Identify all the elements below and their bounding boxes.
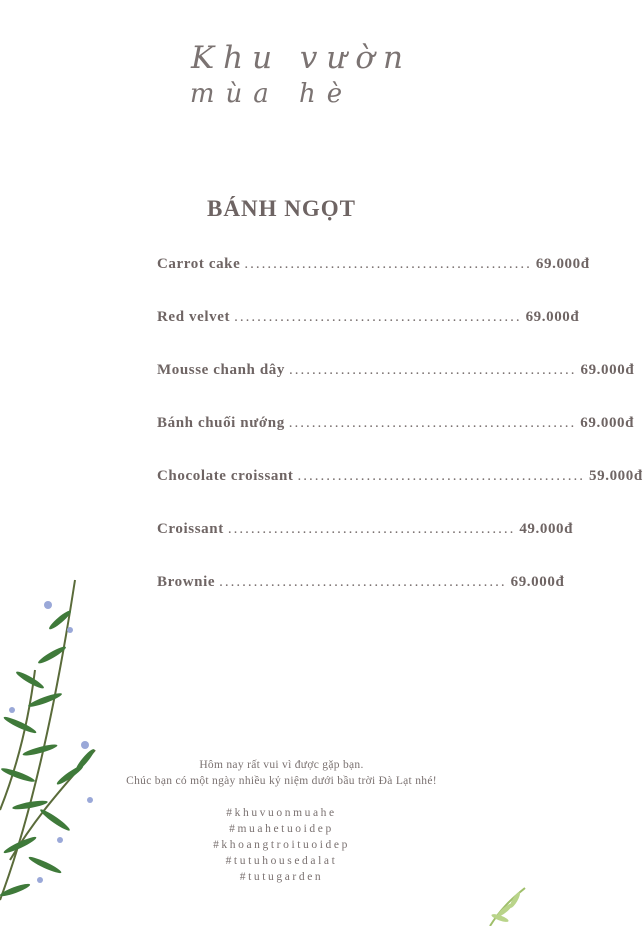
menu-item-name: Mousse chanh dây (157, 362, 285, 378)
dot-leader: .................................................. (227, 521, 516, 537)
menu-item-name: Red velvet (157, 309, 231, 325)
hashtag: #muahetuoidep (229, 823, 334, 835)
dot-leader: .................................................. (288, 415, 577, 431)
footer-message (0, 757, 563, 789)
hashtag: #tutugarden (239, 871, 324, 883)
hashtag: #tutuhousedalat (225, 855, 338, 867)
hashtag-list (0, 805, 563, 885)
leaf-sprig-illustration (480, 880, 540, 926)
menu-item (157, 256, 590, 309)
menu-item (157, 521, 574, 574)
dot-leader: .................................................. (219, 574, 507, 590)
menu-item (157, 468, 643, 521)
menu-item-name: Brownie (157, 574, 216, 590)
menu-item (157, 362, 635, 415)
menu-item-price: 59.000đ (589, 468, 643, 484)
menu-item-name: Chocolate croissant (157, 468, 294, 484)
menu-list (157, 256, 643, 627)
menu-item (157, 415, 635, 468)
menu-item (157, 574, 565, 627)
hashtag: #khoangtroituoidep (213, 839, 350, 851)
footer-line-2: Chúc bạn có một ngày nhiều kỷ niệm dưới bầu trời Đà Lạt nhé! (126, 775, 437, 787)
menu-item-name: Croissant (157, 521, 224, 537)
dot-leader: .................................................. (234, 309, 522, 325)
footer-line-1: Hôm nay rất vui vì được gặp bạn. (199, 759, 364, 771)
brand-line-1: Khu vườn (190, 40, 413, 76)
menu-item (157, 309, 580, 362)
menu-item-price: 69.000đ (535, 256, 590, 272)
menu-item-name: Carrot cake (157, 256, 241, 272)
menu-item-name: Bánh chuối nướng (157, 415, 285, 431)
menu-item-price: 69.000đ (510, 574, 565, 590)
hashtag: #khuvuonmuahe (226, 807, 337, 819)
menu-item-price: 69.000đ (580, 415, 635, 431)
menu-item-price: 69.000đ (580, 362, 635, 378)
menu-item-price: 69.000đ (525, 309, 580, 325)
dot-leader: .................................................. (244, 256, 532, 272)
dot-leader: .................................................. (288, 362, 577, 378)
menu-item-price: 49.000đ (519, 521, 574, 537)
section-title: BÁNH NGỌT (207, 196, 356, 221)
brand-logo (0, 38, 563, 110)
dot-leader: .................................................. (297, 468, 586, 484)
brand-line-2: mùa hè (189, 79, 354, 109)
